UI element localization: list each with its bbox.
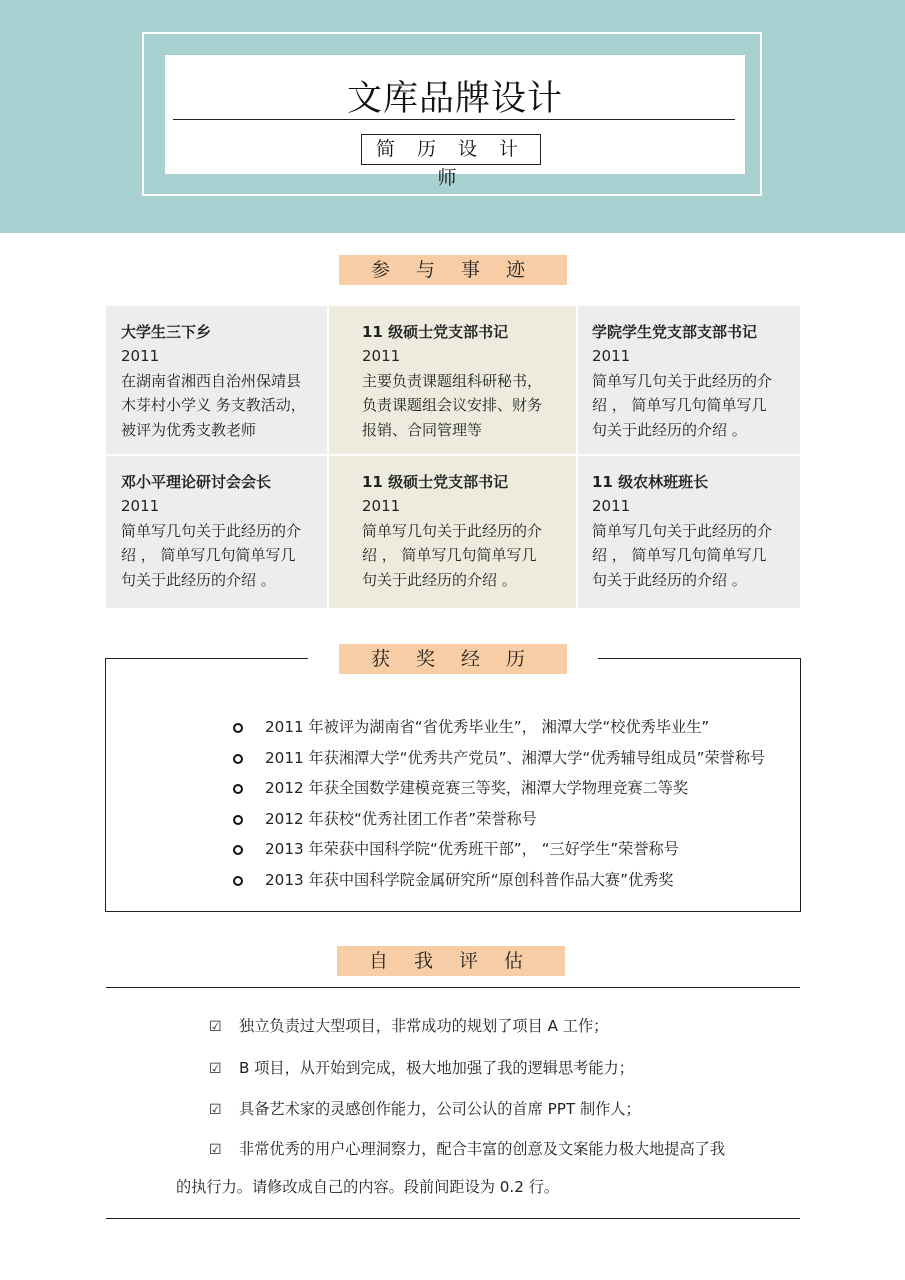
activity-year: 2011 [121, 497, 160, 516]
checkbox-checked-icon: ☑ [209, 1142, 222, 1158]
activity-title: 11 级农林班班长 [592, 473, 709, 491]
evaluation-item: ☑ 具备艺术家的灵感创作能力，公司公认的首席 PPT 制作人； [209, 1097, 641, 1122]
checkbox-checked-icon: ☑ [209, 1102, 222, 1118]
activity-card [106, 456, 327, 608]
activity-desc: 简单写几句关于此经历的介 绍 ， 简单写几句简单写几 句关于此经历的介绍 。 [362, 521, 543, 589]
activity-desc: 主要负责课题组科研秘书， 负责课题组会议安排、财务 报销、合同管理等 [362, 371, 543, 439]
section-title-activities: 参 与 事 迹 [339, 255, 567, 285]
activity-year: 2011 [121, 347, 160, 366]
section-title-self-evaluation: 自 我 评 估 [337, 946, 565, 976]
circle-bullet-icon [233, 815, 243, 825]
evaluation-item: ☑ B 项目，从开始到完成，极大地加强了我的逻辑思考能力； [209, 1056, 634, 1081]
activity-card [329, 306, 576, 454]
header-card [165, 55, 745, 189]
evaluation-item: ☑ 非常优秀的用户心理洞察力，配合丰富的创意及文案能力极大地提高了我 [209, 1137, 725, 1162]
activity-desc: 简单写几句关于此经历的介 绍 ， 简单写几句简单写几 句关于此经历的介绍 。 [121, 521, 302, 589]
activity-year: 2011 [592, 347, 631, 366]
activity-title: 邓小平理论研讨会会长 [121, 473, 272, 491]
circle-bullet-icon [233, 754, 243, 764]
activity-card [578, 456, 800, 608]
activity-title: 学院学生党支部支部书记 [592, 323, 758, 341]
circle-bullet-icon [233, 723, 243, 733]
checkbox-checked-icon: ☑ [209, 1019, 222, 1035]
activity-title: 11 级硕士党支部书记 [362, 323, 509, 341]
evaluation-bottom-rule [106, 1218, 800, 1219]
activity-card [106, 306, 327, 454]
activity-desc: 简单写几句关于此经历的介 绍 ， 简单写几句简单写几 句关于此经历的介绍 。 [592, 521, 773, 589]
job-title-box: 简 历 设 计 师 [361, 134, 541, 165]
title-divider [173, 119, 735, 120]
circle-bullet-icon [233, 876, 243, 886]
section-title-awards: 获 奖 经 历 [339, 644, 567, 674]
activity-year: 2011 [592, 497, 631, 516]
activity-title: 大学生三下乡 [121, 323, 212, 341]
checkbox-checked-icon: ☑ [209, 1061, 222, 1077]
evaluation-top-rule [106, 987, 800, 988]
evaluation-item: ☑ 独立负责过大型项目，非常成功的规划了项目 A 工作； [209, 1014, 608, 1039]
evaluation-continuation: 的执行力。请修改成自己的内容。段前间距设为 0.2 行。 [176, 1178, 560, 1196]
activity-card [578, 306, 800, 454]
activity-desc: 简单写几句关于此经历的介 绍 ， 简单写几句简单写几 句关于此经历的介绍 。 [592, 371, 773, 439]
activity-title: 11 级硕士党支部书记 [362, 473, 509, 491]
activity-card [329, 456, 576, 608]
activity-desc: 在湖南省湘西自治州保靖县 木芽村小学义 务支教活动， 被评为优秀支教老师 [121, 371, 306, 439]
activity-year: 2011 [362, 347, 401, 366]
activity-year: 2011 [362, 497, 401, 516]
page-title: 文库品牌设计 [346, 79, 563, 119]
